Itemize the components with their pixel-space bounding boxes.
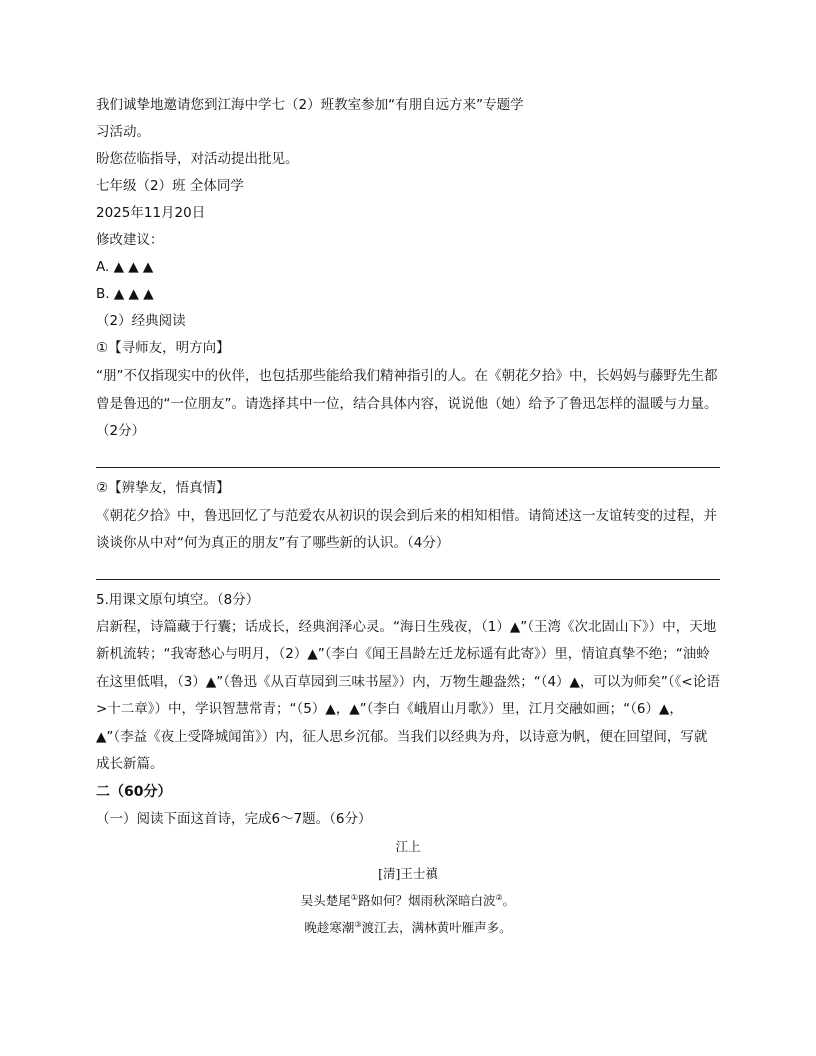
poem-author: [清]王士禛 — [378, 865, 438, 881]
poem — [96, 833, 720, 941]
question-2-text: 《朝花夕拾》中，鲁迅回忆了与范爱农从初识的误会到后来的相知相惜。请简述这一友谊转变的过程，并谈谈你从中对“何为真正的朋友”有了哪些新的认识。（4分） — [96, 507, 717, 551]
suggestions-label: 修改建议： — [96, 232, 164, 248]
question-5-title: 5.用课文原句填空。（8分） — [96, 591, 260, 608]
footnote-marker: ① — [350, 892, 358, 902]
invitation-line-2: 习活动。 — [96, 124, 150, 140]
poem-text: 。 — [502, 892, 516, 908]
footnote-marker: ② — [495, 892, 503, 902]
poem-text: 吴头楚尾 — [300, 892, 351, 908]
question-5-text: 启新程，诗篇藏于行囊；话成长，经典润泽心灵。“海日生残夜，（1）▲”（王湾《次北固山下》）中，天地新机流转；“我寄愁心与明月，（2）▲”（李白《闻王昌龄左迁龙标遥有此寄》）里，情谊真挚不绝；“油蛉在这里低唱，（3）▲”（鲁迅《从百草园到三味书屋》）内，万物生趣盎然；“（4）▲，可以为师矣”（《<论语>十二章》）中，学识智慧常青；“（5）▲，▲”（李白《峨眉山月歌》）里，江月交融如画；“（6）▲，▲”（李益《夜上受降城闻笛》）内，征人思乡沉郁。当我们以经典为舟，以诗意为帆，便在回望间，写就成长新篇。 — [96, 618, 720, 772]
invitation-date: 2025年11月20日 — [96, 205, 206, 221]
poem-line-1 — [96, 887, 720, 914]
invitation-line-3: 盼您莅临指导，对活动提出批见。 — [96, 151, 299, 167]
part-heading: 二（60分） — [96, 783, 172, 800]
poem-line-2 — [96, 914, 720, 941]
question-1-title: ①【寻师友，明方向】 — [96, 340, 230, 356]
suggestion-option-a: A. ▲ ▲ ▲ — [96, 259, 154, 275]
question-2-title: ②【辨挚友，悟真情】 — [96, 479, 230, 496]
suggestion-option-b: B. ▲ ▲ ▲ — [96, 286, 154, 302]
poem-text: 渡江去，满林黄叶雁声多。 — [361, 919, 512, 935]
document-page — [96, 92, 720, 941]
poem-title: 江上 — [395, 838, 421, 854]
section-title: （2）经典阅读 — [96, 313, 186, 329]
footnote-marker: ③ — [354, 919, 362, 929]
part-subheading: （一）阅读下面这首诗，完成6～7题。（6分） — [96, 810, 372, 827]
invitation-line-1: 我们诚挚地邀请您到江海中学七（2）班教室参加“有朋自远方来”专题学 — [96, 97, 524, 113]
question-1-text: “朋”不仅指现实中的伙伴，也包括那些能给我们精神指引的人。在《朝花夕拾》中，长妈妈与藤野先生都曾是鲁迅的“一位朋友”。请选择其中一位，结合具体内容，说说他（她）给予了鲁迅怎样的温暖与力量。（2分） — [96, 368, 718, 439]
poem-text: 晚趁寒潮 — [304, 919, 355, 935]
poem-text: 路如何？烟雨秋深暗白波 — [357, 892, 496, 908]
invitation-signature: 七年级（2）班 全体同学 — [96, 178, 244, 194]
